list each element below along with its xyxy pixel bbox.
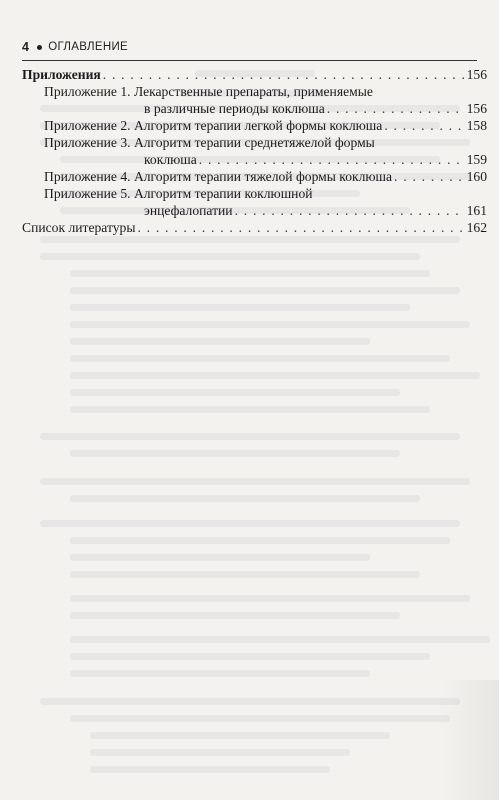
bleed-through-line (70, 636, 490, 643)
dot-leader (384, 117, 464, 134)
toc-entry-title: Приложение 4. Алгоритм терапии тяжелой формы коклюша (44, 169, 393, 184)
toc-entry-title: Приложения (22, 67, 101, 82)
bleed-through-line (70, 450, 400, 457)
bleed-through-line (40, 698, 460, 705)
page-edge-shadow (439, 680, 499, 800)
toc-entry-title: коклюша (144, 152, 197, 167)
toc-page-number: 156 (466, 101, 487, 116)
toc-entry[interactable] (22, 117, 487, 134)
bleed-through-line (40, 478, 470, 485)
bleed-through-line (70, 406, 430, 413)
toc-entry-title: энцефалопатии (144, 203, 233, 218)
bleed-through-line (70, 355, 450, 362)
bleed-through-line (40, 520, 460, 527)
toc-page-number: 156 (466, 67, 487, 82)
bleed-through-line (70, 495, 420, 502)
bleed-through-line (70, 338, 370, 345)
toc-entry-title: Список литературы (22, 220, 136, 235)
toc-entry[interactable] (22, 168, 487, 185)
running-header (22, 40, 128, 54)
dot-leader (394, 168, 465, 185)
toc-page-number: 162 (466, 220, 487, 235)
bleed-through-line (70, 595, 470, 602)
toc-entry-title: Приложение 1. Лекарственные препараты, применяемые (44, 84, 373, 99)
toc-entry-title: в различные периоды коклюша (144, 101, 325, 116)
bleed-through-line (70, 537, 450, 544)
bleed-through-line (90, 732, 390, 739)
bleed-through-line (40, 253, 420, 260)
bleed-through-line (40, 236, 460, 243)
bleed-through-line (90, 749, 350, 756)
bleed-through-line (70, 554, 370, 561)
dot-leader (137, 219, 464, 236)
toc-entry[interactable] (22, 134, 487, 168)
bleed-through-line (40, 433, 460, 440)
bleed-through-line (70, 571, 420, 578)
bleed-through-line (70, 715, 450, 722)
header-rule (22, 60, 477, 61)
bleed-through-line (70, 653, 430, 660)
bleed-through-line (90, 766, 330, 773)
bleed-through-line (70, 304, 410, 311)
toc-entry[interactable] (22, 185, 487, 219)
toc-entry-title: Приложение 2. Алгоритм терапии легкой формы коклюша (44, 118, 383, 133)
toc-page-number: 160 (466, 169, 487, 184)
toc-entry[interactable] (22, 83, 487, 117)
toc-entry[interactable] (22, 66, 487, 83)
dot-leader (103, 66, 465, 83)
toc-entry-title: Приложение 3. Алгоритм терапии среднетяжелой формы (44, 135, 375, 150)
dot-leader (235, 202, 465, 219)
toc-entry-title: Приложение 5. Алгоритм терапии коклюшной (44, 186, 313, 201)
bleed-through-line (70, 670, 370, 677)
page-number: 4 (22, 40, 30, 54)
bleed-through-line (70, 270, 430, 277)
table-of-contents (22, 66, 487, 236)
dot-leader (327, 100, 465, 117)
bleed-through-line (70, 287, 460, 294)
toc-page-number: 158 (466, 118, 487, 133)
bullet-icon (37, 45, 42, 50)
bleed-through-line (70, 372, 480, 379)
toc-page-number: 159 (466, 152, 487, 167)
dot-leader (199, 151, 465, 168)
toc-entry[interactable] (22, 219, 487, 236)
bleed-through-line (70, 612, 400, 619)
section-title: ОГЛАВЛЕНИЕ (48, 41, 129, 53)
bleed-through-line (70, 321, 470, 328)
toc-page-number: 161 (466, 203, 487, 218)
bleed-through-line (70, 389, 400, 396)
